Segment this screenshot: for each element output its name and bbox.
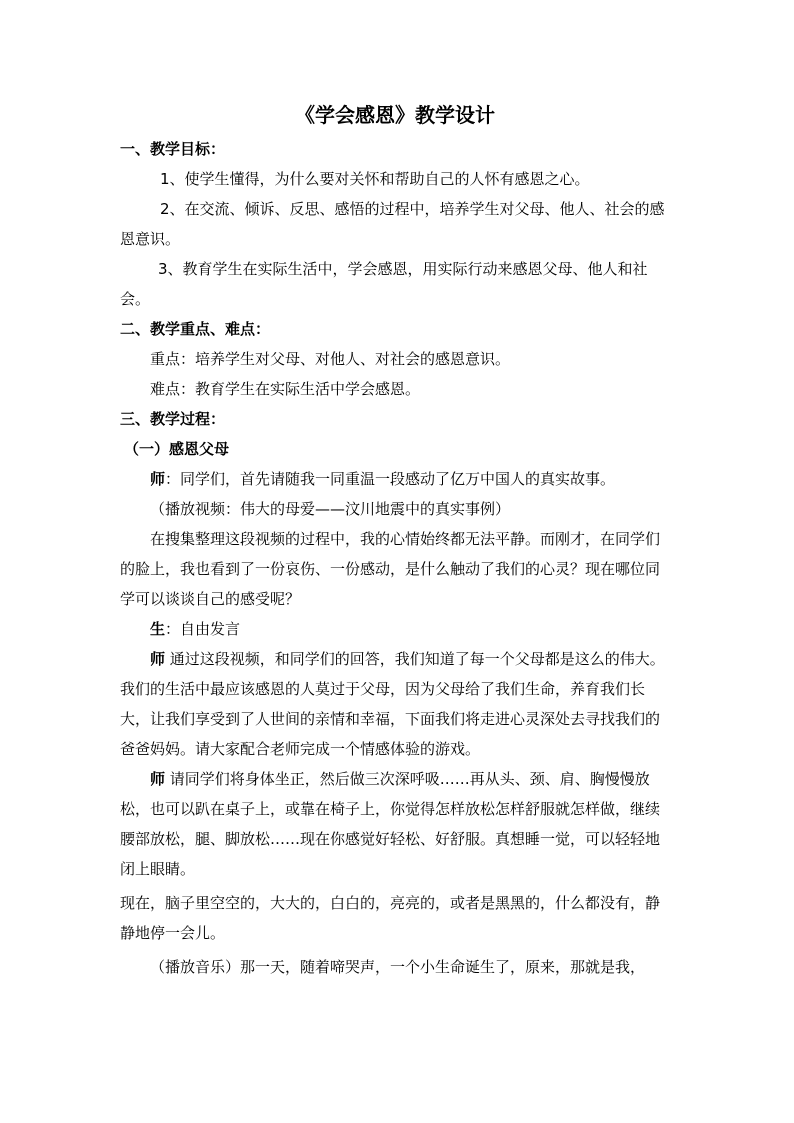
paragraph-imagination: 现在，脑子里空空的，大大的，白白的，亮亮的，或者是黑黑的，什么都没有，静静地停一会儿。 bbox=[120, 894, 661, 942]
key-point: 重点：培养学生对父母、对他人、对社会的感恩意识。 bbox=[150, 350, 511, 368]
document-title: 《学会感恩》教学设计 bbox=[295, 103, 495, 127]
section-heading-keypoints: 二、教学重点、难点： bbox=[120, 320, 271, 338]
speaker-label: 师 bbox=[150, 770, 166, 788]
teacher-paragraph-3 bbox=[120, 764, 670, 884]
objective-item-3: 3、教育学生在实际生活中，学会感恩，用实际行动来感恩父母、他人和社会。 bbox=[120, 260, 648, 308]
teacher-paragraph-1 bbox=[120, 464, 670, 494]
teacher-paragraph-2 bbox=[120, 644, 670, 764]
paragraph-reflection: 在搜集整理这段视频的过程中，我的心情始终都无法平静。而刚才，在同学们的脸上，我也看到了一份哀伤、一份感动，是什么触动了我们的心灵？现在哪位同学可以谈谈自己的感受呢？ bbox=[120, 530, 661, 608]
section-heading-process: 三、教学过程： bbox=[120, 410, 226, 428]
video-note: （播放视频：伟大的母爱——汶川地震中的真实事例） bbox=[150, 500, 511, 518]
speaker-label: 师 bbox=[150, 470, 166, 488]
section-heading-objectives: 一、教学目标： bbox=[120, 140, 226, 158]
difficult-point: 难点：教育学生在实际生活中学会感恩。 bbox=[150, 380, 421, 398]
speaker-label: 生 bbox=[150, 620, 166, 638]
objective-item-2: 2、在交流、倾诉、反思、感悟的过程中，培养学生对父母、他人、社会的感恩意识。 bbox=[120, 200, 665, 248]
subsection-heading: （一）感恩父母 bbox=[124, 440, 230, 458]
paragraph-text: ：同学们，首先请随我一同重温一段感动了亿万中国人的真实故事。 bbox=[165, 470, 616, 488]
paragraph-text: 请同学们将身体坐正，然后做三次深呼吸……再从头、颈、肩、胸慢慢放松，也可以趴在桌子上，或靠在椅子上，你觉得怎样放松怎样舒服就怎样做，继续腰部放松，腿、脚放松……现在你感觉好轻松、好舒服。真想睡一觉，可以轻轻地闭上眼睛。 bbox=[120, 770, 661, 878]
objective-item-1: 1、使学生懂得，为什么要对关怀和帮助自己的人怀有感恩之心。 bbox=[160, 170, 590, 188]
paragraph-text: 通过这段视频，和同学们的回答，我们知道了每一个父母都是这么的伟大。我们的生活中最应该感恩的人莫过于父母，因为父母给了我们生命，养育我们长大，让我们享受到了人世间的亲情和幸福，下面我们将走进心灵深处去寻找我们的爸爸妈妈。请大家配合老师完成一个情感体验的游戏。 bbox=[120, 650, 665, 758]
speaker-label: 师 bbox=[150, 650, 166, 668]
paragraph-text: ：自由发言 bbox=[165, 620, 241, 638]
paragraph-music: （播放音乐）那一天，随着啼哭声，一个小生命诞生了，原来，那就是我， bbox=[150, 958, 646, 976]
student-paragraph bbox=[120, 614, 670, 644]
